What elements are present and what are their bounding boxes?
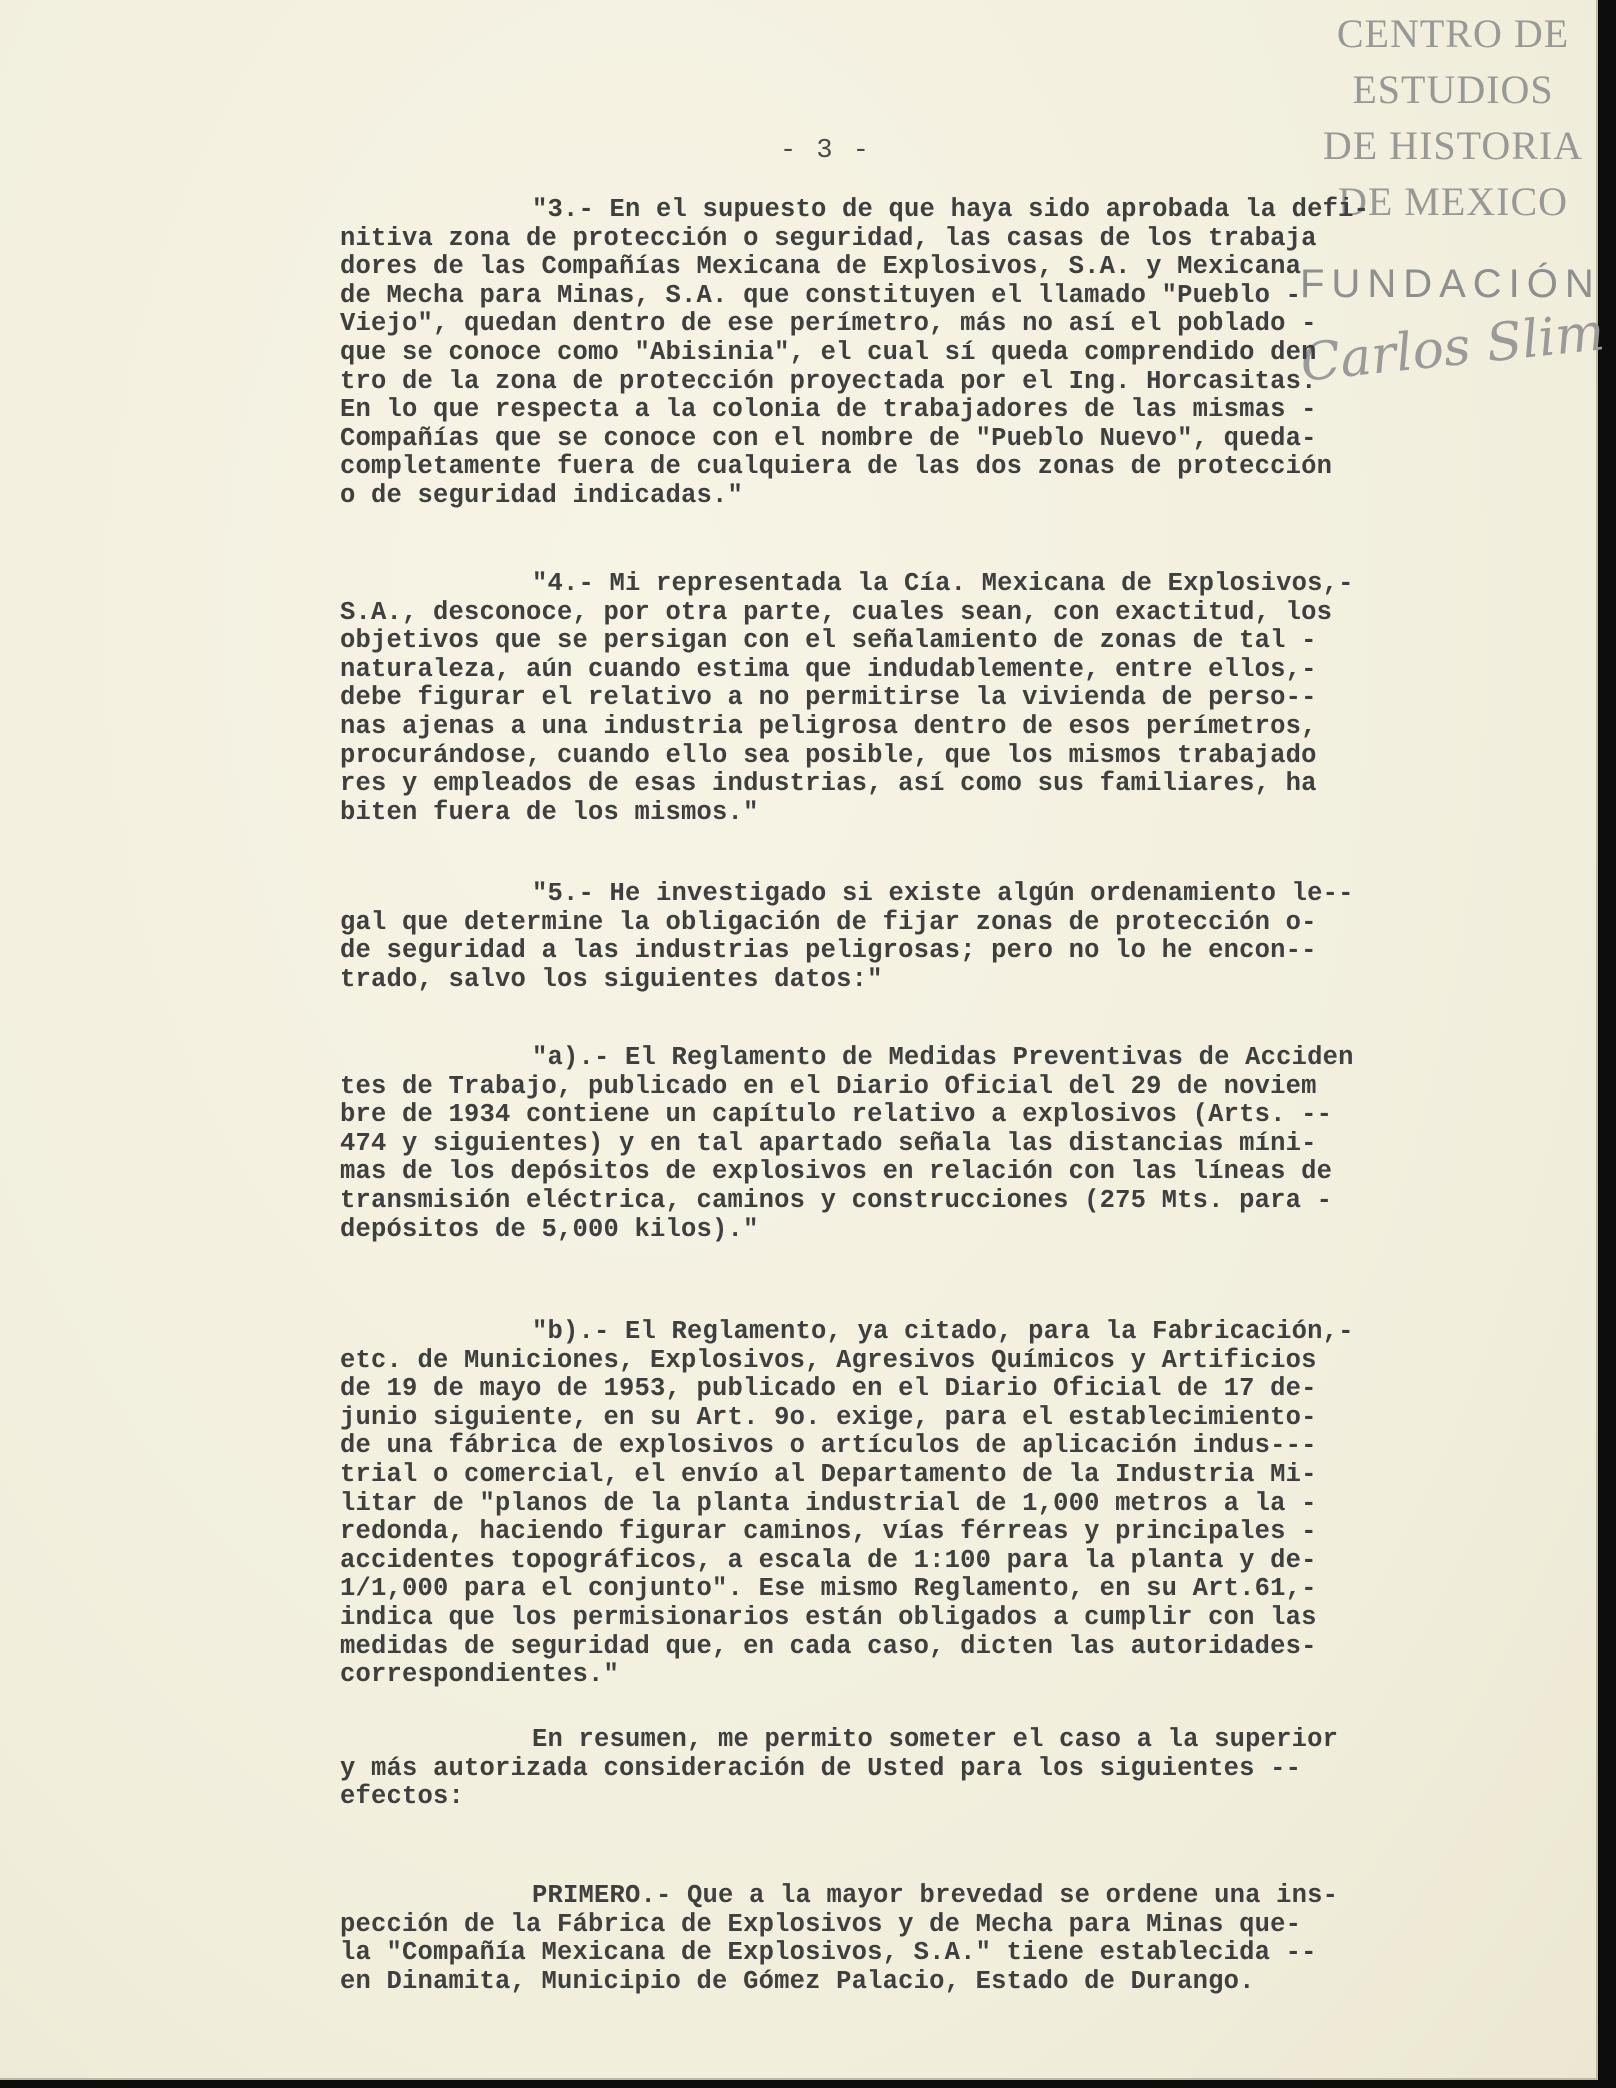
text-line: res y empleados de esas industrias, así como sus familiares, ha [340,769,1317,799]
text-line: de Mecha para Minas, S.A. que constituyen el llamado "Pueblo - [340,280,1302,310]
text-line: de seguridad a las industrias peligrosas; pero no lo he encon-- [340,936,1317,966]
text-line: completamente fuera de cualquiera de las dos zonas de protección [340,452,1333,482]
paragraph-a [340,1044,1540,1244]
text-line: procurándose, cuando ello sea posible, que los mismos trabajado [340,740,1317,770]
text-line: nitiva zona de protección o seguridad, las casas de los trabaja [340,223,1317,253]
watermark-line: ESTUDIOS [1352,67,1554,112]
text-line: tro de la zona de protección proyectada por el Ing. Horcasitas. [340,366,1317,396]
text-line: objetivos que se persigan con el señalamiento de zonas de tal - [340,626,1317,656]
text-line: transmisión eléctrica, caminos y construcciones (275 Mts. para - [340,1185,1333,1215]
text-line: dores de las Compañías Mexicana de Explosivos, S.A. y Mexicana [340,252,1302,282]
paragraph-3 [340,196,1540,511]
watermark-line: DE HISTORIA [1322,123,1584,168]
text-line: de una fábrica de explosivos o artículos de aplicación indus--- [340,1431,1317,1461]
text-line: en Dinamita, Municipio de Gómez Palacio, Estado de Durango. [340,1966,1255,1996]
text-line: 1/1,000 para el conjunto". Ese mismo Reglamento, en su Art.61,- [340,1574,1317,1604]
text-line: PRIMERO.- Que a la mayor brevedad se ordene una ins- [532,1881,1339,1910]
text-line: y más autorizada consideración de Usted para los siguientes -- [340,1753,1302,1783]
text-line: indica que los permisionarios están obligados a cumplir con las [340,1602,1317,1632]
text-line: etc. de Municiones, Explosivos, Agresivos Químicos y Artificios [340,1345,1317,1375]
text-line: de 19 de mayo de 1953, publicado en el Diario Oficial de 17 de- [340,1374,1317,1404]
text-line: correspondientes." [340,1660,620,1690]
paragraph-b [340,1318,1540,1690]
text-line: mas de los depósitos de explosivos en relación con las líneas de [340,1157,1333,1187]
text-line: En lo que respecta a la colonia de trabajadores de las mismas - [340,395,1317,425]
text-line: trial o comercial, el envío al Departamento de la Industria Mi- [340,1459,1317,1489]
text-line: Compañías que se conoce con el nombre de "Pueblo Nuevo", queda- [340,423,1317,453]
text-line: medidas de seguridad que, en cada caso, dicten las autoridades- [340,1631,1317,1661]
text-line: "3.- En el supuesto de que haya sido aprobada la defi- [532,195,1370,224]
text-line: Viejo", quedan dentro de ese perímetro, más no así el poblado - [340,309,1317,339]
text-line: accidentes topográficos, a escala de 1:100 para la planta y de- [340,1545,1317,1575]
text-line: litar de "planos de la planta industrial de 1,000 metros a la - [340,1488,1317,1518]
text-line: tes de Trabajo, publicado en el Diario Oficial del 29 de noviem [340,1071,1317,1101]
paragraph-4 [340,570,1540,827]
text-line: redonda, haciendo figurar caminos, vías férreas y principales - [340,1517,1317,1547]
text-line: "a).- El Reglamento de Medidas Preventivas de Acciden [532,1043,1354,1072]
text-line: debe figurar el relativo a no permitirse la vivienda de perso-- [340,683,1317,713]
watermark-line: CENTRO DE [1336,11,1570,56]
paragraph-primero [340,1882,1540,1996]
text-line: depósitos de 5,000 kilos)." [340,1214,759,1244]
paragraph-resumen [340,1726,1540,1812]
page-number: - 3 - [780,136,872,166]
text-line: pección de la Fábrica de Explosivos y de Mecha para Minas que- [340,1909,1302,1939]
text-line: o de seguridad indicadas." [340,480,744,510]
text-line: nas ajenas a una industria peligrosa dentro de esos perímetros, [340,711,1317,741]
text-line: "5.- He investigado si existe algún ordenamiento le-- [532,879,1354,908]
watermark-foundation: FUNDACIÓN [1300,262,1601,306]
text-line: 474 y siguientes) y en tal apartado señala las distancias míni- [340,1128,1317,1158]
text-line: que se conoce como "Abisinia", el cual sí queda comprendido den [340,337,1317,367]
watermark-signature: Carlos Slim [1297,302,1608,394]
text-line: la "Compañía Mexicana de Explosivos, S.A." tiene establecida -- [340,1938,1317,1968]
text-line: "b).- El Reglamento, ya citado, para la Fabricación,- [532,1317,1354,1346]
text-line: En resumen, me permito someter el caso a la superior [532,1725,1339,1754]
watermark-line: DE MEXICO [1337,179,1569,224]
text-line: S.A., desconoce, por otra parte, cuales sean, con exactitud, los [340,597,1333,627]
text-line: gal que determine la obligación de fijar zonas de protección o- [340,907,1317,937]
text-line: biten fuera de los mismos." [340,797,759,827]
text-line: trado, salvo los siguientes datos:" [340,964,883,994]
text-line: junio siguiente, en su Art. 9o. exige, para el establecimiento- [340,1402,1317,1432]
paragraph-5 [340,880,1540,994]
text-line: "4.- Mi representada la Cía. Mexicana de Explosivos,- [532,569,1354,598]
text-line: efectos: [340,1782,465,1812]
text-line: naturaleza, aún cuando estima que indudablemente, entre ellos,- [340,654,1317,684]
text-line: bre de 1934 contiene un capítulo relativo a explosivos (Arts. -- [340,1100,1333,1130]
